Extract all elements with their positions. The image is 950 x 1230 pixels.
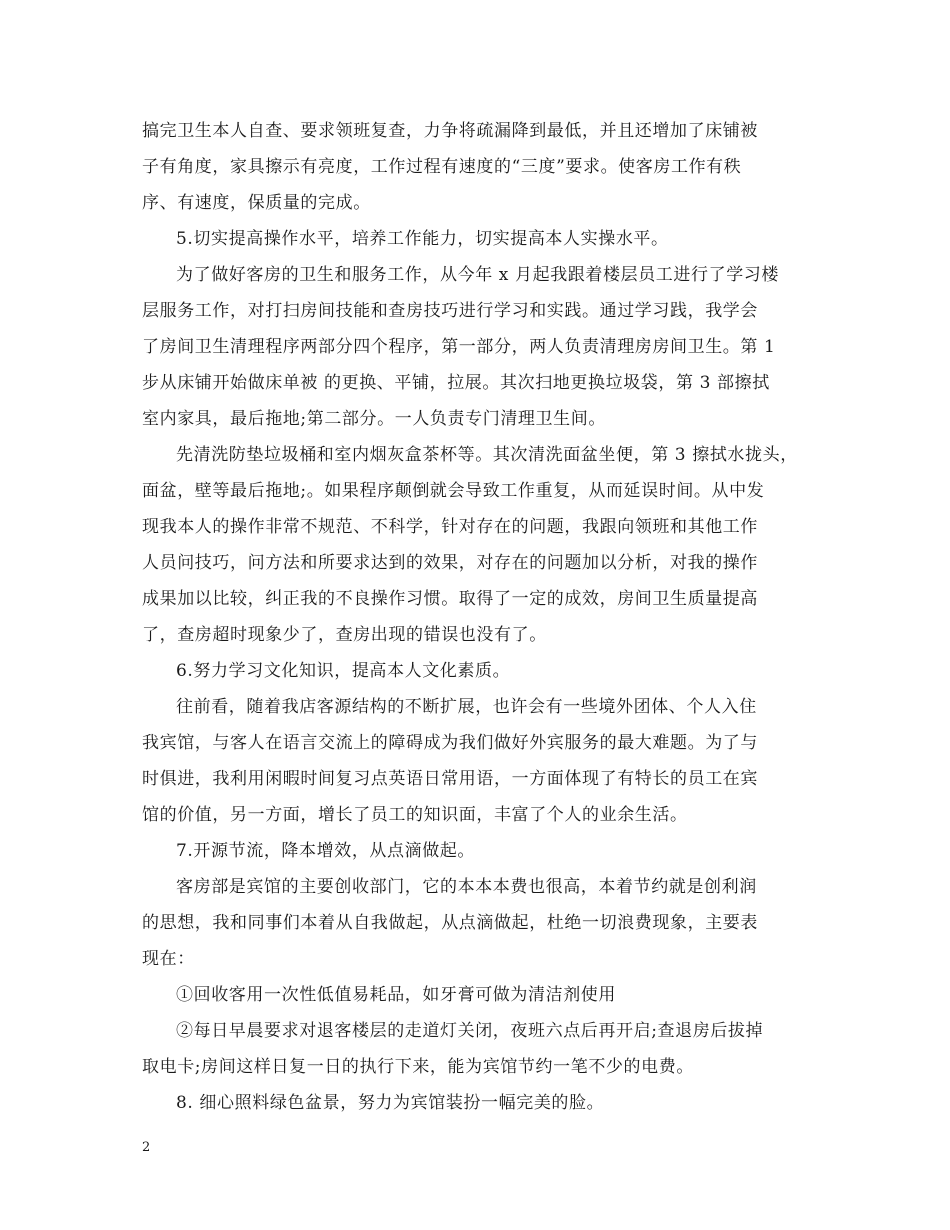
list-item: ②每日早晨要求对退客楼层的走道灯关闭，夜班六点后再开启;查退房后拔掉	[176, 1021, 764, 1041]
text-line: 面盆，壁等最后拖地;。如果程序颠倒就会导致工作重复，从而延误时间。从中发	[142, 481, 765, 501]
text-line: 现我本人的操作非常不规范、不科学，针对存在的问题，我跟向领班和其他工作	[142, 517, 758, 537]
text-line: 的思想，我和同事们本着从自我做起，从点滴做起，杜绝一切浪费现象，主要表	[142, 913, 758, 933]
text-line: 为了做好客房的卫生和服务工作，从今年 x 月起我跟着楼层员工进行了学习楼	[176, 265, 779, 285]
text-line: 先清洗防垫垃圾桶和室内烟灰盒茶杯等。其次清洗面盆坐便，第 3 擦拭水拢头，	[176, 445, 798, 465]
text-line: 往前看，随着我店客源结构的不断扩展，也许会有一些境外团体、个人入住	[176, 697, 757, 717]
text-line: 室内家具，最后拖地;第二部分。一人负责专门清理卫生间。	[142, 409, 606, 429]
text-line: 序、有速度，保质量的完成。	[142, 193, 371, 213]
text-line: 时俱进，我利用闲暇时间复习点英语日常用语，一方面体现了有特长的员工在宾	[142, 769, 758, 789]
text-line: 取电卡;房间这样日复一日的执行下来，能为宾馆节约一笔不少的电费。	[142, 1057, 694, 1077]
section-heading: 7.开源节流，降本增效，从点滴做起。	[176, 841, 476, 861]
text-line: 客房部是宾馆的主要创收部门，它的本本本费也很高，本着节约就是创利润	[176, 877, 757, 897]
text-line: 了房间卫生清理程序两部分四个程序，第一部分，两人负责清理房房间卫生。第 1	[142, 337, 776, 357]
text-line: 层服务工作，对打扫房间技能和查房技巧进行学习和实践。通过学习践，我学会	[142, 301, 758, 321]
text-line: 成果加以比较，纠正我的不良操作习惯。取得了一定的成效，房间卫生质量提高	[142, 589, 758, 609]
text-line: 子有角度，家具擦示有亮度，工作过程有速度的“三度”要求。使客房工作有秩	[142, 157, 742, 177]
page-number: 2	[142, 1140, 151, 1155]
section-heading: 8. 细心照料绿色盆景，努力为宾馆装扮一幅完美的脸。	[176, 1093, 605, 1113]
section-heading: 6.努力学习文化知识，提高本人文化素质。	[176, 661, 511, 681]
text-line: 步从床铺开始做床单被 的更换、平铺，拉展。其次扫地更换垃圾袋，第 3 部擦拭	[142, 373, 770, 393]
text-line: 我宾馆，与客人在语言交流上的障碍成为我们做好外宾服务的最大难题。为了与	[142, 733, 758, 753]
section-heading: 5.切实提高操作水平，培养工作能力，切实提高本人实操水平。	[176, 229, 669, 249]
text-line: 搞完卫生本人自查、要求领班复查，力争将疏漏降到最低，并且还增加了床铺被	[142, 121, 758, 141]
text-line: 现在：	[142, 949, 195, 969]
text-line: 人员问技巧，问方法和所要求达到的效果，对存在的问题加以分析，对我的操作	[142, 553, 758, 573]
text-line: 了，查房超时现象少了，查房出现的错误也没有了。	[142, 625, 547, 645]
text-line: 馆的价值，另一方面，增长了员工的知识面，丰富了个人的业余生活。	[142, 805, 688, 825]
list-item: ①回收客用一次性低值易耗品，如牙膏可做为清洁剂使用	[176, 985, 616, 1005]
